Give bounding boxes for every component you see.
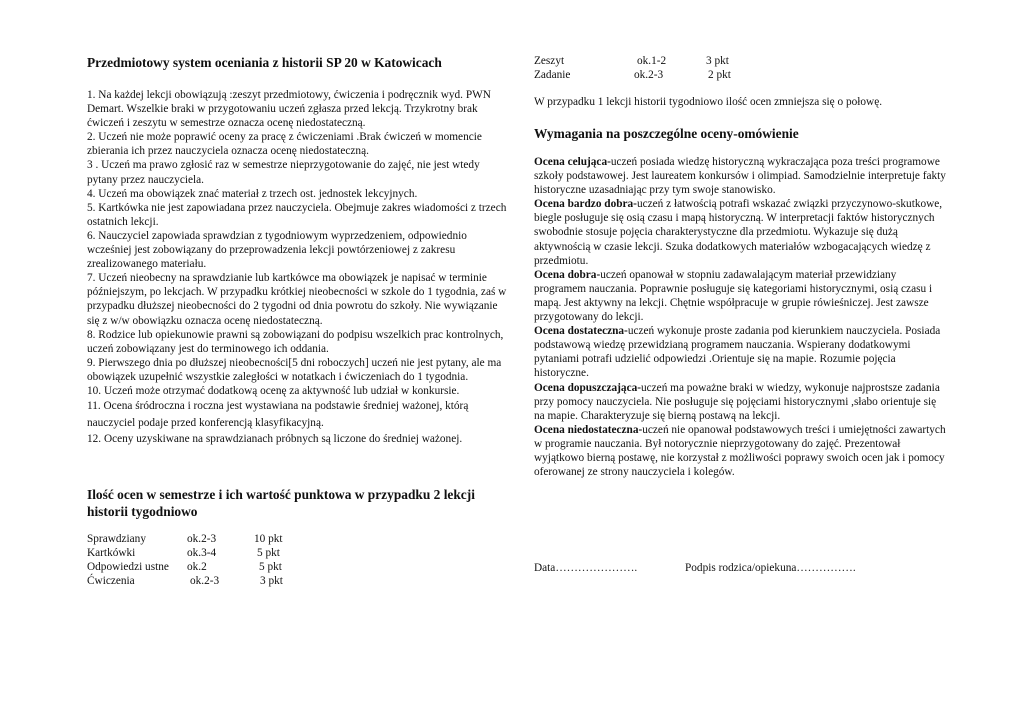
grade-item [534, 381, 946, 423]
count-range: ok.2-3 [190, 575, 220, 587]
count-points: 3 pkt [260, 575, 283, 587]
count-points: 5 pkt [259, 561, 282, 573]
grade-text: uczeń posiada wiedzę historyczną wykraczająca poza treści programowe szkoły podstawowej. Jest laureatem konkursów i olimpiad. Samodzielnie interpretuje fakty historyczne uzasadniając przy tym swoje stanowisko. [534, 156, 946, 197]
count-points: 3 pkt [706, 55, 729, 67]
count-name: Ćwiczenia [87, 575, 135, 587]
count-name: Sprawdziany [87, 533, 146, 545]
grade-item [534, 268, 946, 324]
grade-label: Ocena dostateczna- [534, 325, 628, 338]
count-range: ok.3-4 [187, 547, 217, 559]
count-points: 2 pkt [708, 69, 731, 81]
count-name: Kartkówki [87, 547, 136, 559]
grade-label: Ocena bardzo dobra- [534, 198, 637, 211]
grade-item [534, 423, 946, 479]
half-note: W przypadku 1 lekcji historii tygodniowo ilość ocen zmniejsza się o połowę. [534, 96, 883, 108]
rule-item: 4. Uczeń ma obowiązek znać materiał z trzech ost. jednostek lekcyjnych. [87, 187, 418, 200]
date-line: Data…………………. [534, 562, 638, 574]
rule-item: 2. Uczeń nie może poprawić oceny za pracę z ćwiczeniami .Brak ćwiczeń w momencie zbierania ich przez nauczyciela oznacza ocenę niedostateczną. [87, 131, 482, 158]
count-range: ok.2-3 [634, 69, 664, 81]
requirements-heading: Wymagania na poszczególne oceny-omówienie [534, 126, 799, 141]
rule-item: 11. Ocena śródroczna i roczna jest wystawiana na podstawie średniej ważonej, którą nauczyciel podaje przed konferencją klasyfikacyjną. [87, 400, 469, 429]
count-points: 5 pkt [257, 547, 280, 559]
rule-item: 12. Oceny uzyskiwane na sprawdzianach próbnych są liczone do średniej ważonej. [87, 433, 463, 446]
grade-label: Ocena dopuszczająca- [534, 381, 641, 394]
rule-item: 1. Na każdej lekcji obowiązują :zeszyt przedmiotowy, ćwiczenia i podręcznik wyd. PWN Demart. Wszelkie braki w przygotowaniu uczeń zgłasza przed lekcją. Trzykrotny brak ćwiczeń i zeszytu w semestrze oznacza ocenę niedostateczną. [87, 89, 491, 130]
signature-line: Podpis rodzica/opiekuna……………. [685, 562, 856, 574]
grade-item [534, 155, 946, 197]
grade-label: Ocena dobra- [534, 268, 601, 281]
grade-text: uczeń z łatwością potrafi wskazać związki przyczynowo-skutkowe, biegle posługuje się osią czasu i mapą historyczną. W interpretacji faktów historycznych swobodnie stosuje pojęcia charakterystyczne dla przedmiotu. Wykazuje się dużą aktywnością w czasie lekcji. Szuka dodatkowych materiałów wzbogacających wiedzę z przedmiotu. [534, 198, 943, 267]
grade-text: uczeń ma poważne braki w wiedzy, wykonuje najprostsze zadania przy pomocy nauczyciela. Nie posługuje się pojęciami historycznymi ,słabo orientuje się na mapie. Charakteryzuje się bierną postawą na lekcji. [534, 381, 940, 422]
grade-label: Ocena niedostateczna- [534, 423, 643, 436]
rule-item: 3 . Uczeń ma prawo zgłosić raz w semestrze nieprzygotowanie do zajęć, nie jest wtedy pytany przez nauczyciela. [87, 159, 480, 186]
grade-text: uczeń nie opanował podstawowych treści i umiejętności zawartych w programie nauczania. Był notorycznie nieprzygotowany do zajęć. Prezentował wyjątkowo bierną postawę, nie korzystał z możliwości poprawy swoich ocen jak i pomocy oferowanej ze strony nauczyciela i kolegów. [534, 423, 946, 479]
count-range: ok.2-3 [187, 533, 217, 545]
rule-item: 6. Nauczyciel zapowiada sprawdzian z tygodniowym wyprzedzeniem, odpowiednio wcześniej jest zobowiązany do przeprowadzenia lekcji powtórzeniowej z zakresu zrealizowanego materiału. [87, 229, 467, 271]
rule-item: 9. Pierwszego dnia po dłuższej nieobecności[5 dni roboczych] uczeń nie jest pytany, ale ma obowiązek uzupełnić wszystkie zaległości w notatkach i ćwiczeniach do 1 tygodnia. [87, 356, 502, 383]
rules-list [87, 88, 507, 448]
grade-label: Ocena celująca- [534, 156, 611, 168]
rule-item: 8. Rodzice lub opiekunowie prawni są zobowiązani do podpisu wszelkich prac kontrolnych, uczeń zobowiązany jest do terminowego ich oddania. [87, 328, 504, 355]
grades-list [534, 155, 946, 479]
count-name: Zadanie [534, 69, 571, 81]
grade-text: uczeń opanował w stopniu zadawalającym materiał przewidziany programem nauczania. Poprawnie posługuje się kategoriami historycznymi, osią czasu i mapą. Jest aktywny na lekcji. Chętnie współpracuje w grupie rówieśniczej. Jest zawsze przygotowany do lekcji. [534, 268, 933, 324]
count-points: 10 pkt [254, 533, 283, 545]
rule-item: 7. Uczeń nieobecny na sprawdzianie lub kartkówce ma obowiązek je napisać w terminie późniejszym, po lekcjach. W przypadku krótkiej nieobecności w szkole do 1 tygodnia, zaś w przypadku dłuższej nieobecności do 2 tygodni od dnia powrotu do szkoły. Nie wywiązanie się z w/w obowiązku oznacza ocenę niedostateczną. [87, 272, 507, 327]
rule-item: 5. Kartkówka nie jest zapowiadana przez nauczyciela. Obejmuje zakres wiadomości z trzech ostatnich lekcji. [87, 201, 507, 228]
grade-text: uczeń wykonuje proste zadania pod kierunkiem nauczyciela. Posiada podstawową wiedzę przewidzianą programem nauczania. Wspierany dodatkowymi pytaniami potrafi udzielić odpowiedzi .Orientuje się na mapie. Rozumie pojęcia historyczne. [534, 325, 941, 380]
count-range: ok.1-2 [637, 55, 667, 67]
count-name: Zeszyt [534, 55, 565, 67]
grade-item [534, 197, 946, 267]
count-range: ok.2 [187, 561, 207, 573]
count-name: Odpowiedzi ustne [87, 561, 169, 573]
grade-item [534, 324, 946, 380]
document-title: Przedmiotowy system oceniania z historii SP 20 w Katowicach [87, 55, 442, 70]
counts-heading: Ilość ocen w semestrze i ich wartość punktowa w przypadku 2 lekcji historii tygodniowo [87, 487, 475, 519]
rule-item: 10. Uczeń może otrzymać dodatkową ocenę za aktywność lub udział w konkursie. [87, 384, 460, 397]
